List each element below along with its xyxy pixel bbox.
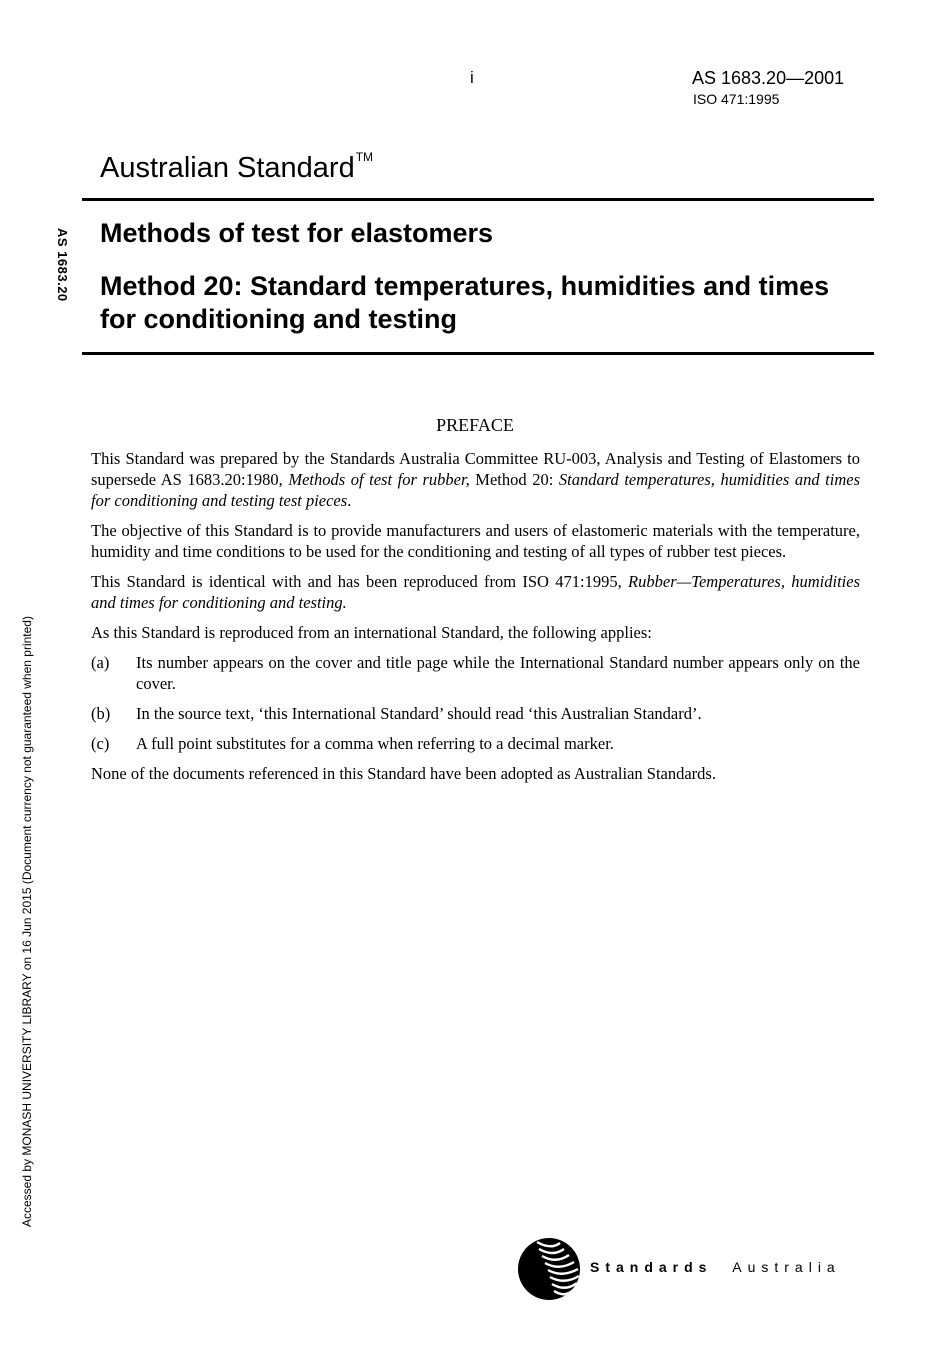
preface-body xyxy=(91,448,860,793)
page-number: i xyxy=(470,68,474,87)
access-note: Accessed by MONASH UNIVERSITY LIBRARY on 16 Jun 2015 (Document currency not guaranteed when printed) xyxy=(20,616,34,1228)
logo-wordmark: Standards Australia xyxy=(590,1259,841,1275)
series-title xyxy=(100,150,373,185)
preface-paragraph-4: As this Standard is reproduced from an international Standard, the following applies: xyxy=(91,623,652,642)
preface-paragraph-5: None of the documents referenced in this Standard have been adopted as Australian Standards. xyxy=(91,764,716,783)
top-rule xyxy=(82,198,874,201)
standard-number: AS 1683.20—2001 xyxy=(692,68,845,88)
bottom-rule xyxy=(82,352,874,355)
spine-label: AS 1683.20 xyxy=(55,228,70,302)
list-item: (c) A full point substitutes for a comma when referring to a decimal marker. xyxy=(91,734,614,753)
preface-heading: PREFACE xyxy=(436,415,514,435)
series-title-text: Australian Standard xyxy=(100,152,355,184)
list-item: (a) Its number appears on the cover and title page while the International Standard number appears only on the cover. xyxy=(91,653,860,693)
preface-paragraph-1: This Standard was prepared by the Standards Australia Committee RU-003, Analysis and Testing of Elastomers to supersede AS 1683.20:1980, Methods of test for rubber, Method 20: Standard temperatures, humidities and times for conditioning and testing test pieces. xyxy=(91,449,861,510)
preface-paragraph-2: The objective of this Standard is to provide manufacturers and users of elastomeric materials with the temperature, humidity and time conditions to be used for the conditioning and testing of all types of rubber test pieces. xyxy=(91,521,860,561)
document-title: Methods of test for elastomers xyxy=(100,218,494,248)
standards-australia-logo-icon xyxy=(517,1237,581,1301)
list-item: (b) In the source text, ‘this International Standard’ should read ‘this Australian Standard’. xyxy=(91,704,702,723)
method-title: Method 20: Standard temperatures, humidities and times for conditioning and testing xyxy=(100,271,830,334)
trademark-symbol: TM xyxy=(355,150,374,164)
preface-paragraph-3: This Standard is identical with and has been reproduced from ISO 471:1995, Rubber—Temperatures, humidities and times for conditioning and testing. xyxy=(91,572,860,612)
iso-number: ISO 471:1995 xyxy=(693,91,780,107)
